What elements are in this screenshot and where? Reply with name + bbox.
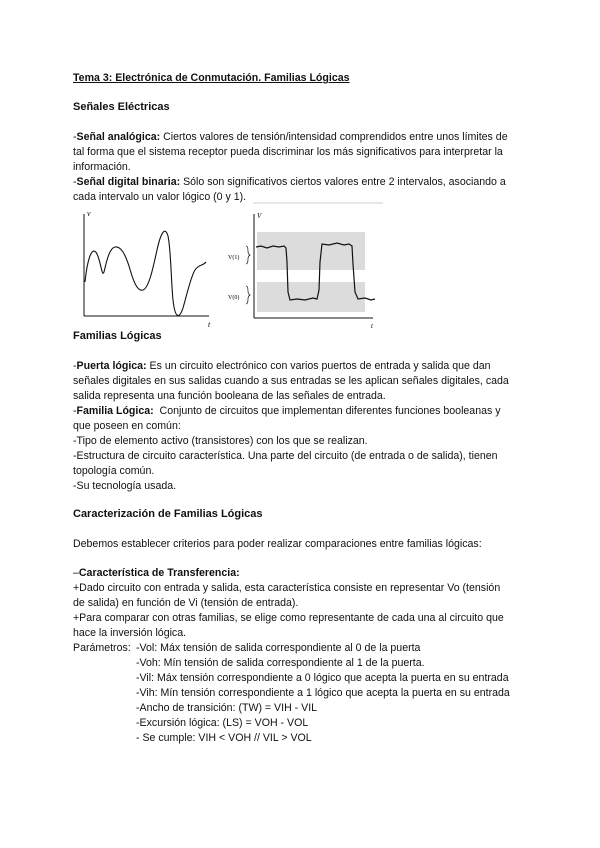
gate-text-1: Es un circuito electrónico con varios puertos de entrada y salida que dan	[149, 360, 491, 372]
family-item-2-line-1: -Estructura de circuito característica. Una parte del circuito (de entrada o de salida), tienen	[73, 450, 498, 462]
analog-axis-t-label: t	[208, 320, 211, 329]
family-text-1: Conjunto de circuitos que implementan diferentes funciones booleanas y	[159, 405, 501, 417]
transfer-point-1-line-2: de salida) en función de Vi (tensión de entrada).	[73, 597, 299, 609]
family-item-3: -Su tecnología usada.	[73, 480, 177, 492]
digital-definition-line-1: -Señal digital binaria: Sólo son significativos ciertos valores entre 2 intervalos, asociando a	[73, 176, 506, 188]
transfer-point-2-line-1: +Para comparar con otras familias, se elige como representante de cada una al circuito que	[73, 612, 504, 624]
analog-waveform	[85, 231, 206, 315]
digital-axis-v-label: V	[257, 212, 262, 220]
v0-brace	[246, 286, 250, 304]
transfer-heading-line: –Característica de Transferencia:	[73, 567, 240, 579]
low-level-band	[257, 282, 365, 312]
parameter-vih: -Vih: Mín tensión correspondiente a 1 lógico que acepta la puerta en su entrada	[136, 687, 510, 699]
analog-definition-line-2: tal forma que el sistema receptor pueda discriminar los más significativos para interpretar la	[73, 146, 503, 158]
gate-definition-line-1: -Puerta lógica: Es un circuito electrónico con varios puertos de entrada y salida que dan	[73, 360, 491, 372]
gate-definition-line-2: señales digitales en sus salidas cuando a sus entradas se les aplican señales digitales, cada	[73, 375, 509, 387]
digital-text-1: Sólo son significativos ciertos valores entre 2 intervalos, asociando a	[183, 176, 506, 188]
analog-signal-plot	[84, 209, 211, 329]
parameter-transition-width: -Ancho de transición: (TW) = VIH - VIL	[136, 702, 318, 714]
family-item-2-line-2: topología común.	[73, 465, 155, 477]
digital-definition-line-2: cada intervalo un valor lógico (0 y 1).	[73, 191, 247, 203]
section-heading-signals: Señales Eléctricas	[73, 101, 170, 113]
transfer-heading: Característica de Transferencia:	[78, 567, 240, 579]
v1-brace	[246, 246, 250, 264]
page-title: Tema 3: Electrónica de Conmutación. Familias Lógicas	[73, 72, 350, 84]
transfer-point-2-line-2: hace la inversión lógica.	[73, 627, 187, 639]
digital-axis-t-label: t	[371, 322, 373, 330]
gate-definition-line-3: salida representa una función booleana de las señales de entrada.	[73, 390, 386, 402]
section-heading-characterization: Caracterización de Familias Lógicas	[73, 508, 263, 520]
parameters-label: Parámetros:	[73, 642, 131, 654]
analog-axis-v-label: v	[87, 209, 91, 218]
parameter-voh: -Voh: Mín tensión de salida correspondiente al 1 de la puerta.	[136, 657, 425, 669]
parameter-logic-swing: -Excursión lógica: (LS) = VOH - VOL	[136, 717, 309, 729]
analog-definition-line-1: -Señal analógica: Ciertos valores de tensión/intensidad comprendidos entre unos límites de	[73, 131, 508, 143]
analog-term: Señal analógica:	[76, 131, 161, 143]
analog-text-1: Ciertos valores de tensión/intensidad comprendidos entre unos límites de	[163, 131, 508, 143]
analog-definition-line-3: información.	[73, 161, 131, 173]
family-term: Familia Lógica:	[76, 405, 154, 417]
digital-signal-plot	[228, 212, 375, 330]
label-v0: V(0)	[228, 295, 240, 301]
gate-term: Puerta lógica:	[76, 360, 147, 372]
high-level-band	[257, 232, 365, 270]
section-heading-logic-families: Familias Lógicas	[73, 330, 162, 342]
characterization-intro: Debemos establecer criterios para poder realizar comparaciones entre familias lógicas:	[73, 538, 482, 550]
transfer-point-1-line-1: +Dado circuito con entrada y salida, esta característica consiste en representar Vo (tensión	[73, 582, 501, 594]
signal-figure	[73, 202, 393, 334]
family-item-1: -Tipo de elemento activo (transistores) con los que se realizan.	[73, 435, 368, 447]
parameter-condition: - Se cumple: VIH < VOH // VIL > VOL	[136, 732, 312, 744]
parameter-vil: -Vil: Máx tensión correspondiente a 0 lógico que acepta la puerta en su entrada	[136, 672, 509, 684]
parameter-vol: -Vol: Máx tensión de salida correspondiente al 0 de la puerta	[136, 642, 421, 654]
family-definition-line-2: que poseen en común:	[73, 420, 181, 432]
family-definition-line-1: -Familia Lógica: Conjunto de circuitos que implementan diferentes funciones booleanas y	[73, 405, 501, 417]
label-v1: V(1)	[228, 255, 240, 261]
digital-term: Señal digital binaria:	[76, 176, 181, 188]
